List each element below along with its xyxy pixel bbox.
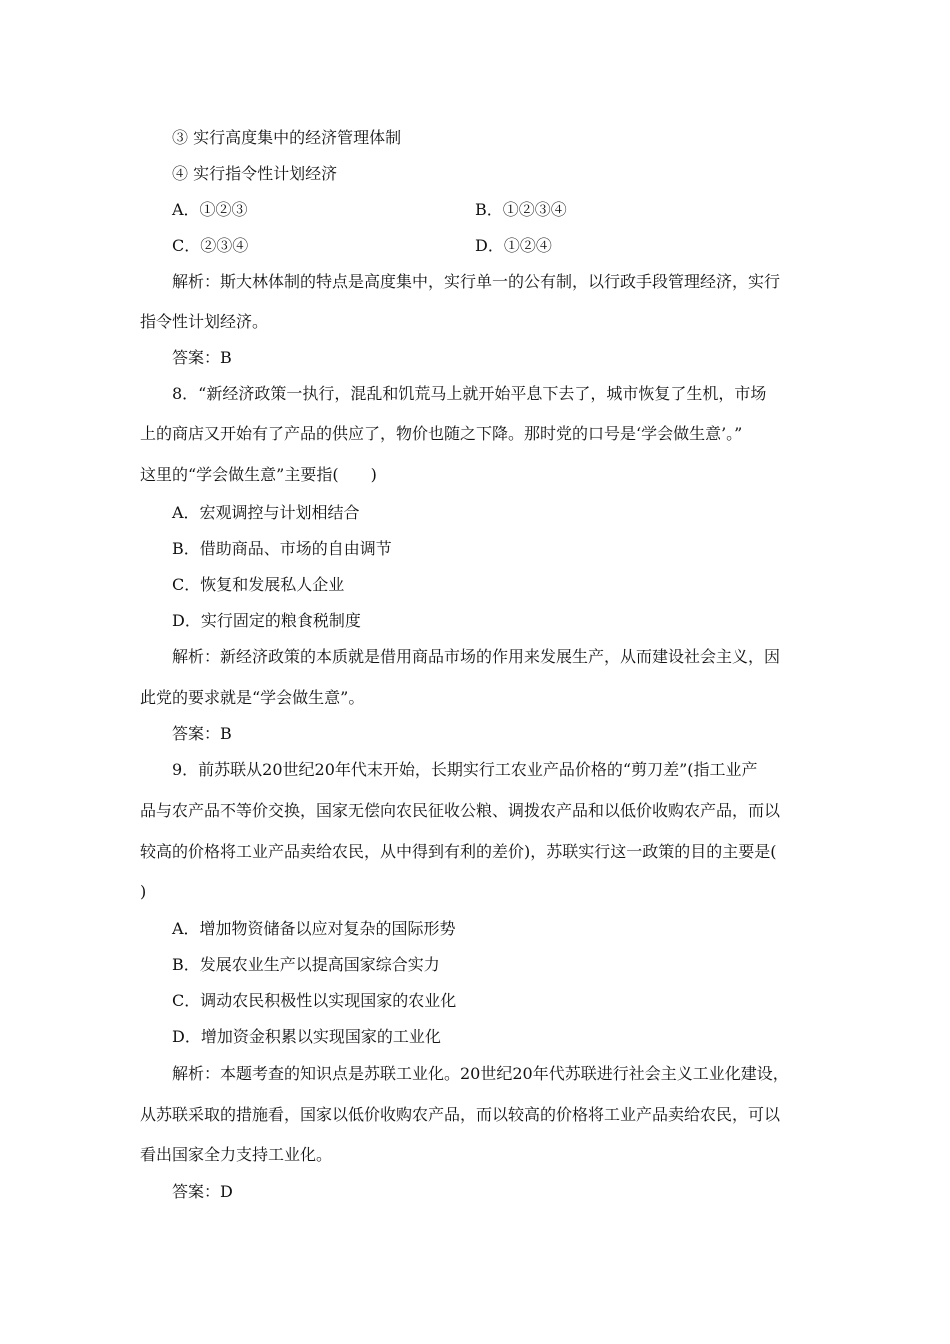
q9-stem-line-2: 品与农产品不等价交换，国家无偿向农民征收公粮、调拨农产品和以低价收购农产品，而以 — [140, 801, 781, 820]
q9-analysis-line-2: 从苏联采取的措施看，国家以低价收购农产品，而以较高的价格将工业产品卖给农民，可以 — [140, 1105, 781, 1124]
q7-choice-d: D．①②④ — [475, 236, 552, 255]
q9-choice-c: C．调动农民积极性以实现国家的农业化 — [172, 991, 457, 1010]
q8-stem-line-1: 8．“新经济政策一执行，混乱和饥荒马上就开始平息下去了，城市恢复了生机，市场 — [172, 384, 767, 403]
q8-analysis-line-1: 解析：新经济政策的本质就是借用商品市场的作用来发展生产，从而建设社会主义，因 — [172, 647, 781, 666]
q9-choice-a: A．增加物资储备以应对复杂的国际形势 — [172, 919, 456, 938]
q7-choice-a: A．①②③ — [172, 200, 248, 219]
q8-analysis-line-2: 此党的要求就是“学会做生意”。 — [140, 688, 365, 707]
q9-stem-line-1: 9．前苏联从20世纪20年代末开始，长期实行工农业产品价格的“剪刀差”(指工业产 — [172, 760, 758, 779]
q8-stem-line-3: 这里的“学会做生意”主要指( ) — [140, 465, 377, 484]
q9-stem-line-3: 较高的价格将工业产品卖给农民，从中得到有利的差价)，苏联实行这一政策的目的主要是( — [140, 842, 777, 861]
q7-answer: 答案：B — [172, 348, 232, 367]
q9-analysis-line-1: 解析：本题考查的知识点是苏联工业化。20世纪20年代苏联进行社会主义工业化建设， — [172, 1064, 789, 1083]
q8-stem-line-2: 上的商店又开始有了产品的供应了，物价也随之下降。那时党的口号是‘学会做生意’。” — [140, 424, 743, 443]
q8-answer: 答案：B — [172, 724, 232, 743]
q7-analysis-line-2: 指令性计划经济。 — [140, 312, 269, 331]
q9-answer: 答案：D — [172, 1182, 233, 1201]
q8-choice-b: B．借助商品、市场的自由调节 — [172, 539, 392, 558]
q9-choice-d: D．增加资金积累以实现国家的工业化 — [172, 1027, 441, 1046]
q9-stem-line-4: ) — [140, 882, 147, 901]
q7-choice-b: B．①②③④ — [475, 200, 567, 219]
q9-analysis-line-3: 看出国家全力支持工业化。 — [140, 1145, 333, 1164]
q8-choice-a: A．宏观调控与计划相结合 — [172, 503, 360, 522]
q7-option-3: ③ 实行高度集中的经济管理体制 — [172, 128, 402, 147]
q7-option-4: ④ 实行指令性计划经济 — [172, 164, 338, 183]
q7-analysis-line-1: 解析：斯大林体制的特点是高度集中，实行单一的公有制，以行政手段管理经济，实行 — [172, 272, 781, 291]
q9-choice-b: B．发展农业生产以提高国家综合实力 — [172, 955, 440, 974]
q8-choice-c: C．恢复和发展私人企业 — [172, 575, 345, 594]
q8-choice-d: D．实行固定的粮食税制度 — [172, 611, 361, 630]
q7-choice-c: C．②③④ — [172, 236, 249, 255]
